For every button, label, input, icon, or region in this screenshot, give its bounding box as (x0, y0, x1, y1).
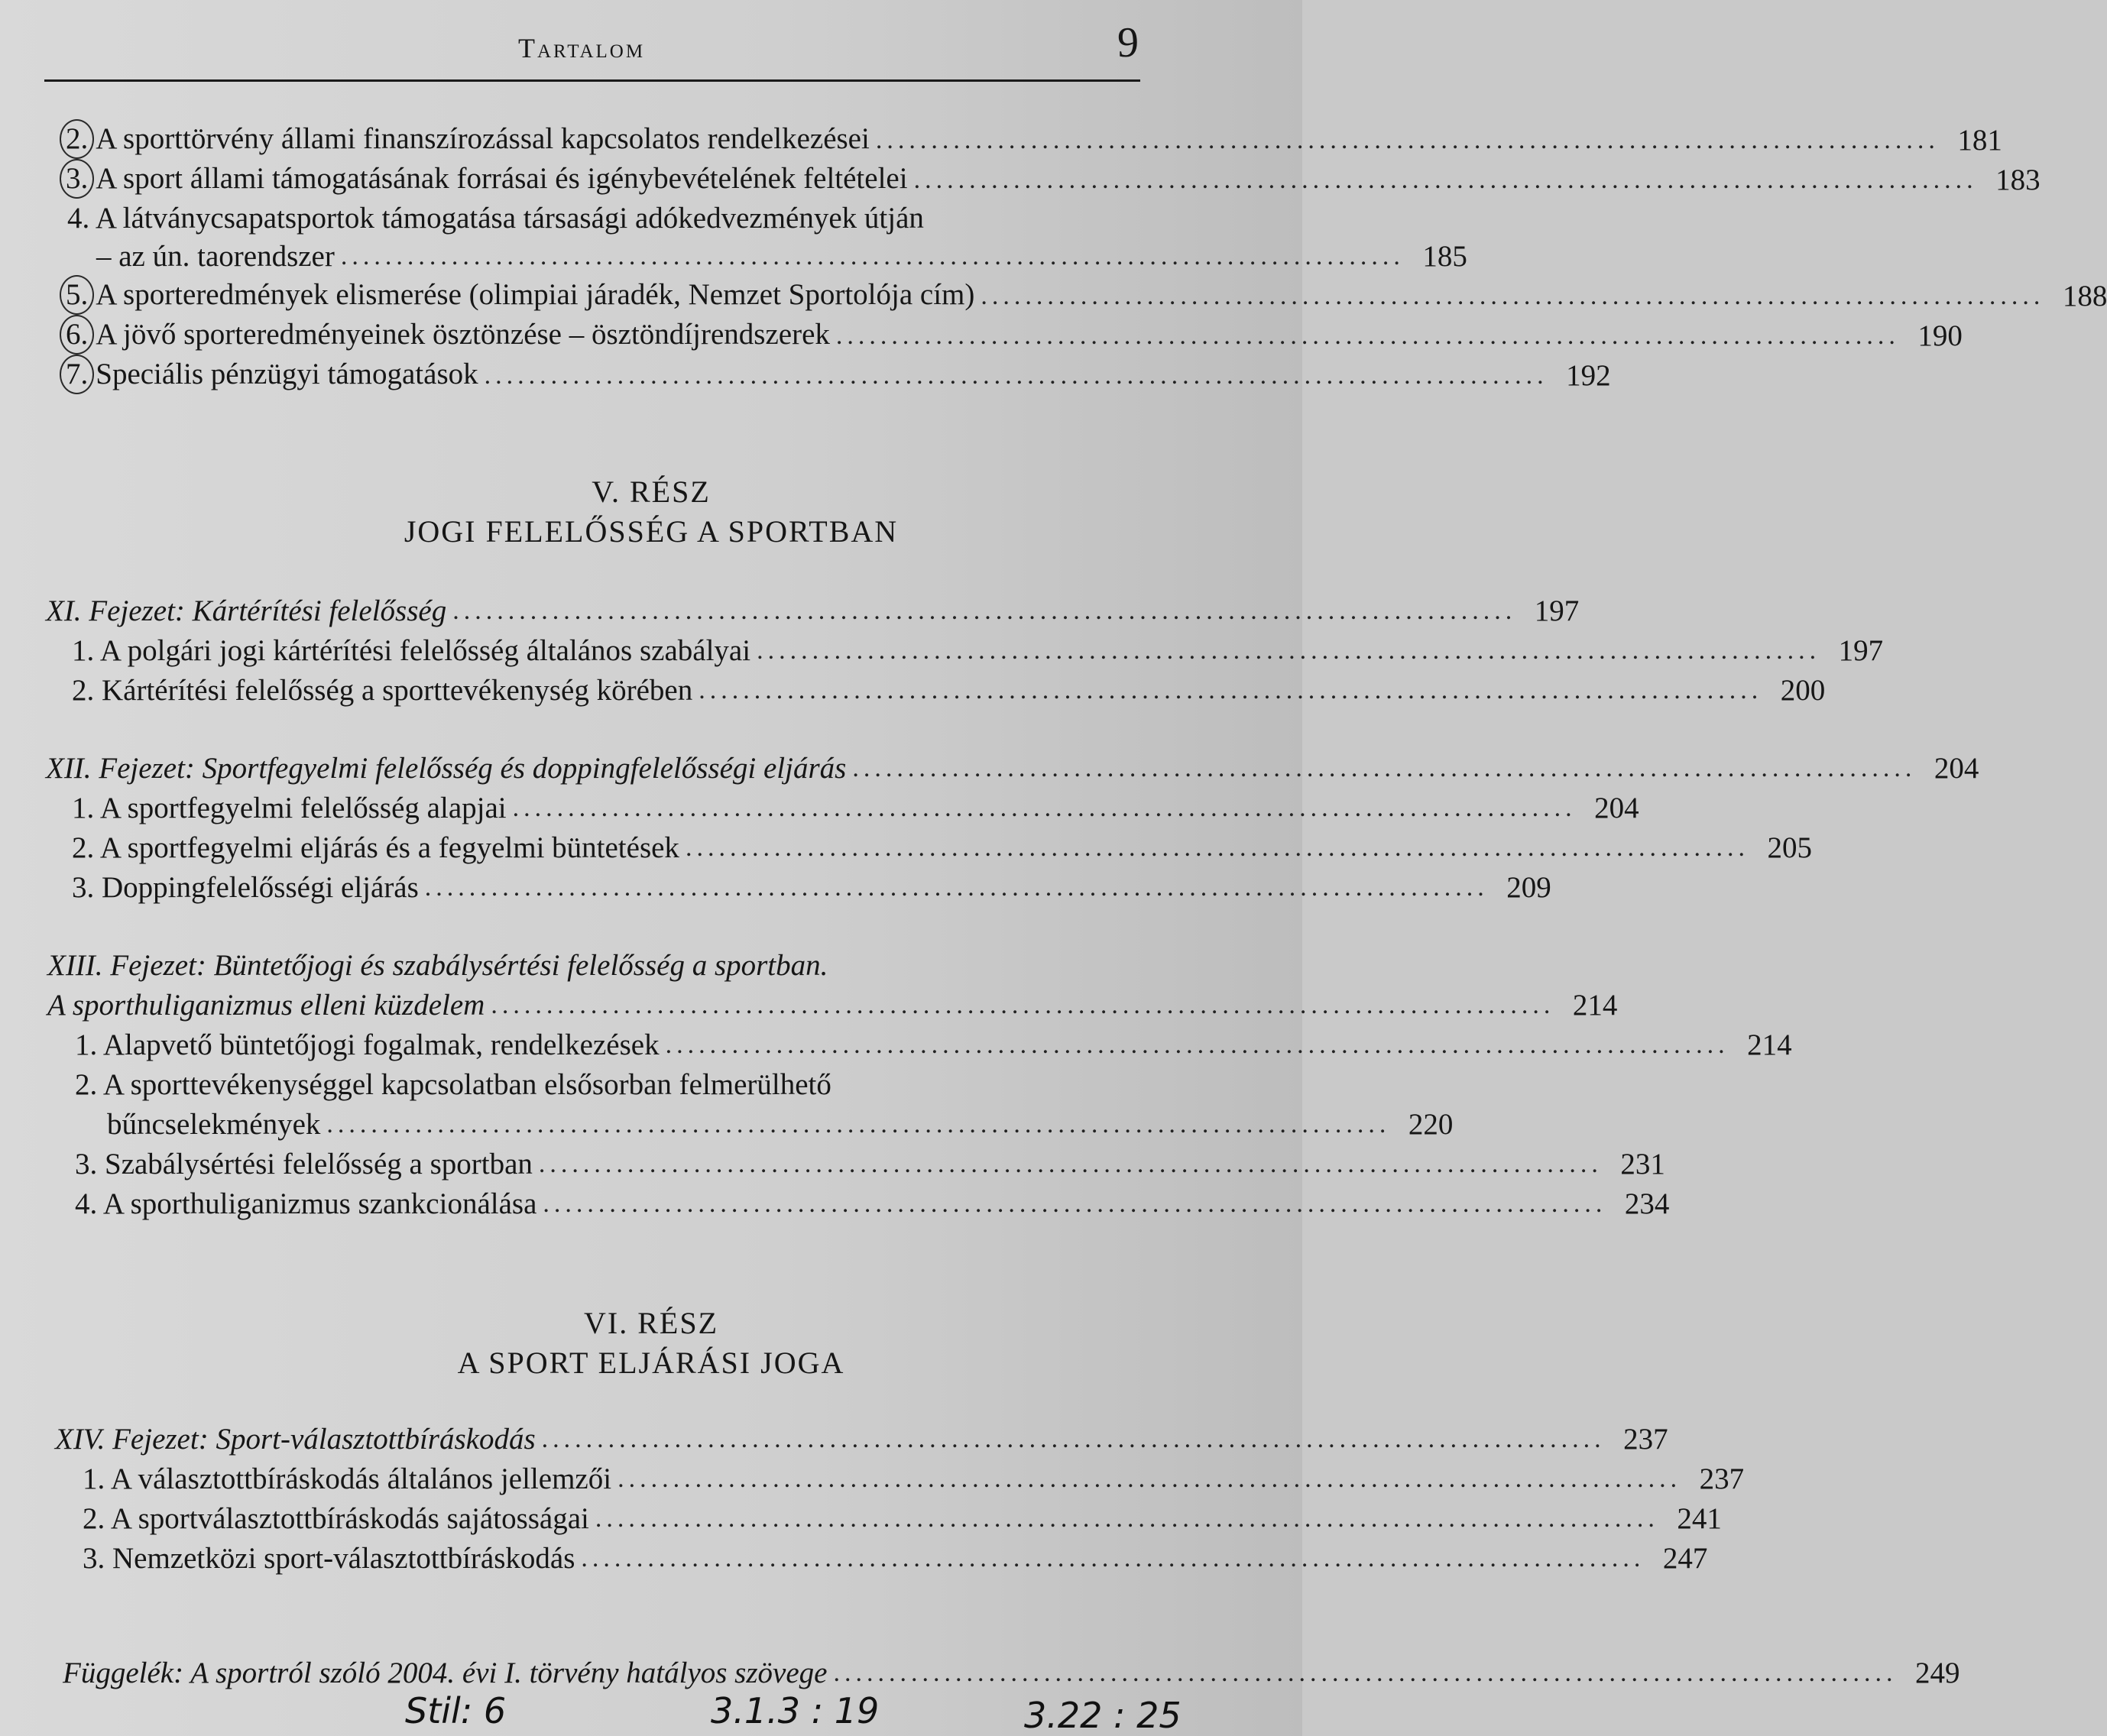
toc-entry-text: A látványcsapatsportok támogatása társasági adókedvezmények útján (95, 202, 924, 235)
toc-entry-text: Speciális pénzügyi támogatások (96, 358, 478, 390)
toc-page-number: 185 (1422, 240, 1467, 273)
chapter-heading[interactable] (46, 750, 1979, 787)
toc-page-number: 234 (1624, 1187, 1670, 1220)
leader-dots: ................................................................................................ (835, 322, 1900, 350)
toc-entry[interactable] (83, 1501, 1722, 1537)
toc-page-number: 200 (1780, 674, 1826, 707)
toc-page-number: 197 (1534, 594, 1580, 627)
chapter-heading[interactable] (47, 987, 1618, 1024)
appendix-title: Függelék: A sportról szóló 2004. évi I. törvény hatályos szövege (63, 1657, 828, 1689)
leader-dots: ................................................................................................ (685, 834, 1749, 862)
toc-entry-text: 2. A sportválasztottbíráskodás sajátosságai (83, 1502, 589, 1535)
page-header (44, 19, 1140, 82)
handwritten-note: Stil: 6 (405, 1690, 507, 1731)
toc-entry-text: 2. Kártérítési felelősség a sporttevékenység körében (72, 674, 693, 707)
toc-page-number: 188 (2062, 280, 2107, 313)
toc-page-number: 237 (1699, 1462, 1745, 1495)
toc-page-number: 209 (1506, 871, 1551, 904)
toc-entry[interactable] (83, 1540, 1708, 1577)
toc-entry-text: A sporttörvény állami finanszírozással kapcsolatos rendelkezései (96, 122, 870, 155)
chapter-title: XI. Fejezet: Kártérítési felelősség (46, 594, 447, 627)
toc-page-number: 249 (1914, 1657, 1960, 1689)
chapter-title-line[interactable]: XIII. Fejezet: Büntetőjogi és szabálysértési felelősség a sportban. (47, 949, 828, 982)
chapter-title: XIV. Fejezet: Sport-választottbíráskodás (55, 1423, 536, 1456)
circled-number: 6. (60, 315, 94, 355)
chapter-title: XII. Fejezet: Sportfegyelmi felelősség és doppingfelelősségi eljárás (46, 752, 847, 785)
toc-page-number: 214 (1572, 989, 1618, 1022)
toc-entry-text: – az ún. taorendszer (96, 240, 335, 273)
toc-entry-number: 4. (67, 202, 90, 235)
toc-page-number: 237 (1623, 1423, 1668, 1456)
toc-page-number: 205 (1767, 831, 1812, 864)
toc-entry[interactable] (66, 358, 1611, 394)
toc-page-number: 247 (1662, 1542, 1708, 1575)
toc-entry[interactable] (75, 1146, 1665, 1183)
toc-page-number: 231 (1620, 1148, 1665, 1181)
toc-entry-text: 3. Szabálysértési felelősség a sportban (75, 1148, 533, 1181)
chapter-heading[interactable] (46, 593, 1580, 630)
toc-entry-line[interactable] (67, 200, 924, 237)
toc-page-number: 204 (1934, 752, 1979, 785)
toc-page-number: 241 (1677, 1502, 1722, 1535)
toc-page-number: 220 (1408, 1108, 1454, 1141)
leader-dots: ................................................................................................ (699, 676, 1763, 704)
toc-entry-text: bűncselekmények (107, 1108, 321, 1141)
circled-number: 3. (60, 159, 94, 199)
circled-number: 5. (60, 275, 94, 315)
leader-dots: ................................................................................................ (326, 1110, 1391, 1138)
appendix-entry[interactable] (63, 1655, 1960, 1692)
toc-entry-text: A sporteredmények elismerése (olimpiai járadék, Nemzet Sportolója cím) (96, 278, 975, 311)
handwritten-note: 3.1.3 : 19 (711, 1690, 880, 1731)
leader-dots: ................................................................................................ (757, 636, 1821, 665)
leader-dots: ................................................................................................ (665, 1031, 1729, 1059)
toc-page-number: 214 (1747, 1028, 1792, 1061)
toc-entry[interactable] (72, 633, 1884, 669)
toc-entry[interactable] (72, 830, 1812, 866)
handwritten-note: 3.22 : 25 (1024, 1695, 1182, 1736)
toc-page-number: 183 (1995, 164, 2041, 196)
toc-entry-continuation[interactable] (96, 238, 1467, 275)
toc-entry-text: 2. A sportfegyelmi eljárás és a fegyelmi büntetések (72, 831, 679, 864)
toc-page-number: 190 (1917, 319, 1963, 352)
toc-entry-text: A sport állami támogatásának forrásai és igénybevételének feltételei (96, 162, 908, 195)
toc-entry-text: 3. Nemzetközi sport-választottbíráskodás (83, 1542, 575, 1575)
header-title: Tartalom (518, 33, 646, 63)
leader-dots: ................................................................................................ (981, 282, 2045, 310)
leader-dots: ................................................................................................ (452, 597, 1517, 625)
toc-entry[interactable] (75, 1027, 1792, 1064)
toc-page-number: 181 (1957, 124, 2002, 157)
toc-entry[interactable] (66, 162, 2041, 199)
part-label: VI. RÉSZ (584, 1306, 718, 1340)
part-title: A SPORT ELJÁRÁSI JOGA (457, 1346, 845, 1380)
toc-entry[interactable] (72, 790, 1639, 827)
toc-entry[interactable] (72, 672, 1826, 709)
leader-dots: ................................................................................................ (852, 754, 1917, 782)
leader-dots: ................................................................................................ (543, 1190, 1607, 1218)
circled-number: 2. (60, 119, 94, 159)
toc-entry-text: 1. A polgári jogi kártérítési felelősség általános szabályai (72, 634, 751, 667)
leader-dots: ................................................................................................ (618, 1465, 1682, 1493)
leader-dots: ................................................................................................ (541, 1425, 1606, 1453)
toc-entry-text: 3. Doppingfelelősségi eljárás (72, 871, 419, 904)
toc-entry-text: 1. A sportfegyelmi felelősség alapjai (72, 792, 507, 824)
toc-entry-text: 1. A választottbíráskodás általános jellemzői (83, 1462, 612, 1495)
leader-dots: ................................................................................................ (595, 1504, 1659, 1533)
toc-entry-line[interactable]: 2. A sporttevékenységgel kapcsolatban elsősorban felmerülhető (75, 1068, 831, 1101)
toc-entry[interactable] (83, 1461, 1745, 1498)
toc-page-number: 197 (1838, 634, 1884, 667)
toc-entry[interactable] (72, 870, 1551, 906)
leader-dots: ................................................................................................ (833, 1659, 1898, 1687)
toc-page-number: 192 (1566, 359, 1611, 392)
leader-dots: ................................................................................................ (581, 1544, 1645, 1572)
part-title: JOGI FELELŐSSÉG A SPORTBAN (404, 514, 899, 549)
toc-entry[interactable] (66, 278, 2107, 315)
circled-number: 7. (60, 355, 94, 394)
leader-dots: ................................................................................................ (340, 242, 1405, 270)
toc-entry-text: 1. Alapvető büntetőjogi fogalmak, rendelkezések (75, 1028, 660, 1061)
toc-entry[interactable] (66, 318, 1963, 355)
leader-dots: ................................................................................................ (512, 794, 1577, 822)
leader-dots: ................................................................................................ (875, 126, 1940, 154)
leader-dots: ................................................................................................ (538, 1150, 1603, 1178)
leader-dots: ................................................................................................ (913, 166, 1978, 194)
toc-entry[interactable] (66, 122, 2002, 159)
toc-entry-text: 4. A sporthuliganizmus szankcionálása (75, 1187, 537, 1220)
toc-entry-text: A jövő sporteredményeinek ösztönzése – ösztöndíjrendszerek (96, 318, 830, 351)
toc-entry-continuation[interactable] (107, 1106, 1454, 1143)
leader-dots: ................................................................................................ (491, 991, 1555, 1019)
toc-page-number: 204 (1594, 792, 1639, 824)
toc-entry[interactable] (75, 1186, 1670, 1223)
part-label: V. RÉSZ (592, 474, 711, 509)
page-number: 9 (1117, 19, 1139, 66)
chapter-heading[interactable] (55, 1421, 1668, 1458)
chapter-title: A sporthuliganizmus elleni küzdelem (47, 989, 485, 1022)
leader-dots: ................................................................................................ (424, 873, 1489, 902)
leader-dots: ................................................................................................ (484, 361, 1548, 390)
